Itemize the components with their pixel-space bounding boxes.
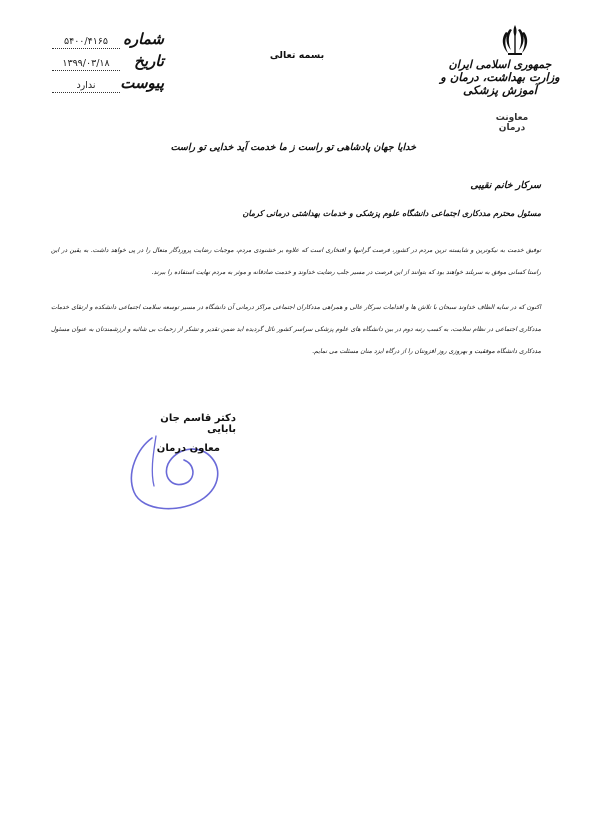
body-paragraph-2: اکنون که در سایه الطاف خداوند سبحان با تلاش ها و اقدامات سرکار عالی و همراهی مددکاران اجتماعی مراکز درمانی آن دانشگاه در مسیر توسعه سلامت اجتماعی دانشکده و ارتقای خدمات مددکاری اجتماعی در نظام سلامت، به کسب رتبه دوم در بین دانشگاه های علوم پزشکی سراسر کشور نائل گردیده اید ضمن تقدیر و تشکر از زحمات بی شائبه و ارزشمندتان به عنوان مسئول مددکاری دانشگاه موفقیت و بهروزی روز افزونتان را از درگاه ایزد منان مسئلت می نمایم.	[51, 304, 541, 355]
motto-line: خدایا جهان پادشاهی تو راست ز ما خدمت آید خدایی تو راست	[170, 142, 416, 153]
deputy-name: معاونت درمان	[495, 113, 529, 133]
attachment-row	[52, 74, 164, 96]
number-label: شماره	[123, 30, 164, 48]
ministry-name	[430, 58, 570, 97]
number-row	[52, 30, 164, 52]
recipient-title: مسئول محترم مددکاری اجتماعی دانشگاه علوم پزشکی و خدمات بهداشتی درمانی کرمان	[242, 208, 541, 218]
signer-name: دکتر قاسم جان بابایی	[160, 413, 236, 435]
date-row	[52, 52, 164, 74]
ministry-line-1: جمهوری اسلامی ایران	[448, 58, 552, 71]
salutation: سرکار خانم نقیبی	[470, 180, 541, 191]
date-value: ۱۳۹۹/۰۳/۱۸	[52, 58, 120, 71]
bismillah-heading: بسمه تعالی	[269, 50, 325, 61]
attachment-value: ندارد	[52, 80, 120, 93]
number-value: ۵۴۰۰/۴۱۶۵	[52, 36, 120, 49]
body-paragraph-1: توفیق خدمت به نیکوترین و شایسته ترین مردم در کشور، فرصت گرانبها و افتخاری است که علاوه بر خشنودی مردم، موجبات رضایت پروردگار متعال را در پی خواهد داشت. به یقین در این راستا کسانی موفق به سربلند خواهند بود که بتوانند از این فرصت در مسیر جلب رضایت خداوند و خدمت صادقانه و موثر به مردم نهایت استفاده را ببرند.	[51, 247, 541, 276]
ministry-line-2: وزارت بهداشت، درمان و آموزش پزشکی	[440, 70, 560, 97]
handwritten-signature	[124, 420, 234, 520]
signer-title: معاون درمان	[156, 443, 220, 454]
letter-meta	[52, 30, 164, 96]
date-label: تاریخ	[134, 52, 164, 70]
iran-emblem-icon	[500, 23, 530, 57]
attachment-label: پیوست	[120, 74, 164, 92]
